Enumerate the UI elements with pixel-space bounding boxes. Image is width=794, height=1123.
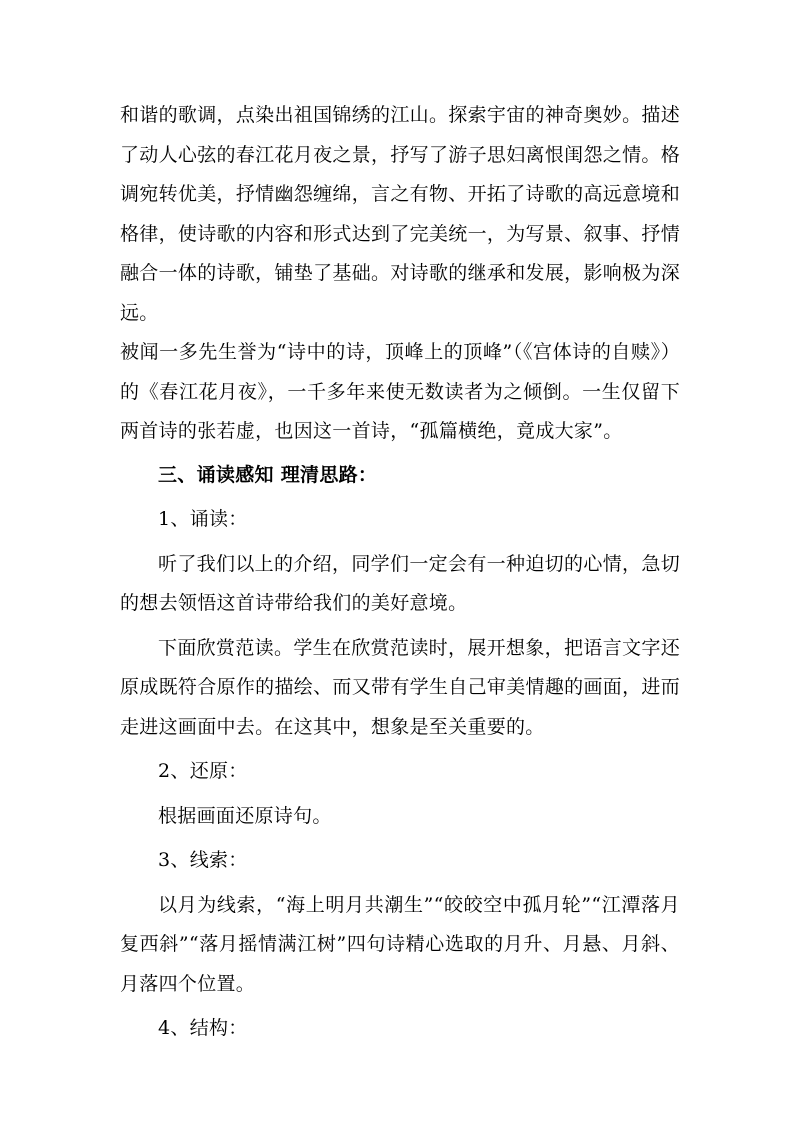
quote-paragraph: 被闻一多先生誉为“诗中的诗，顶峰上的顶峰”（《宫体诗的自赎》）的《春江花月夜》，一千多年来使无数读者为之倾倒。一生仅留下两首诗的张若虚，也因这一首诗，“孤篇横绝，竟成大家”。	[120, 341, 680, 442]
item-3-paragraph: 以月为线索，“海上明月共潮生”“皎皎空中孤月轮”“江潭落月复西斜”“落月摇情满江树”四句诗精心选取的月升、月悬、月斜、月落四个位置。	[120, 893, 680, 995]
item-1-paragraph-2: 下面欣赏范读。学生在欣赏范读时，展开想象，把语言文字还原成既符合原作的描绘、而又带有学生自己审美情趣的画面，进而走进这画面中去。在这其中，想象是至关重要的。	[120, 636, 680, 738]
item-1-label: 1、诵读：	[158, 508, 248, 530]
item-1-paragraph-1: 听了我们以上的介绍，同学们一定会有一种迫切的心情，急切的想去领悟这首诗带给我们的美好意境。	[120, 552, 680, 614]
document-body	[120, 96, 680, 1049]
item-2-label: 2、还原：	[158, 760, 248, 782]
intro-paragraph: 和谐的歌调，点染出祖国锦绣的江山。探索宇宙的神奇奥妙。描述了动人心弦的春江花月夜之景，抒写了游子思妇离恨闺怨之情。格调宛转优美，抒情幽怨缠绵，言之有物、开拓了诗歌的高远意境和格律，使诗歌的内容和形式达到了完美统一，为写景、叙事、抒情融合一体的诗歌，铺垫了基础。对诗歌的继承和发展，影响极为深远。	[120, 104, 680, 324]
item-4-label: 4、结构：	[158, 1017, 248, 1039]
section-heading: 三、诵读感知 理清思路：	[158, 463, 378, 486]
item-2-paragraph: 根据画面还原诗句。	[158, 804, 332, 827]
item-3-label: 3、线索：	[158, 849, 248, 871]
